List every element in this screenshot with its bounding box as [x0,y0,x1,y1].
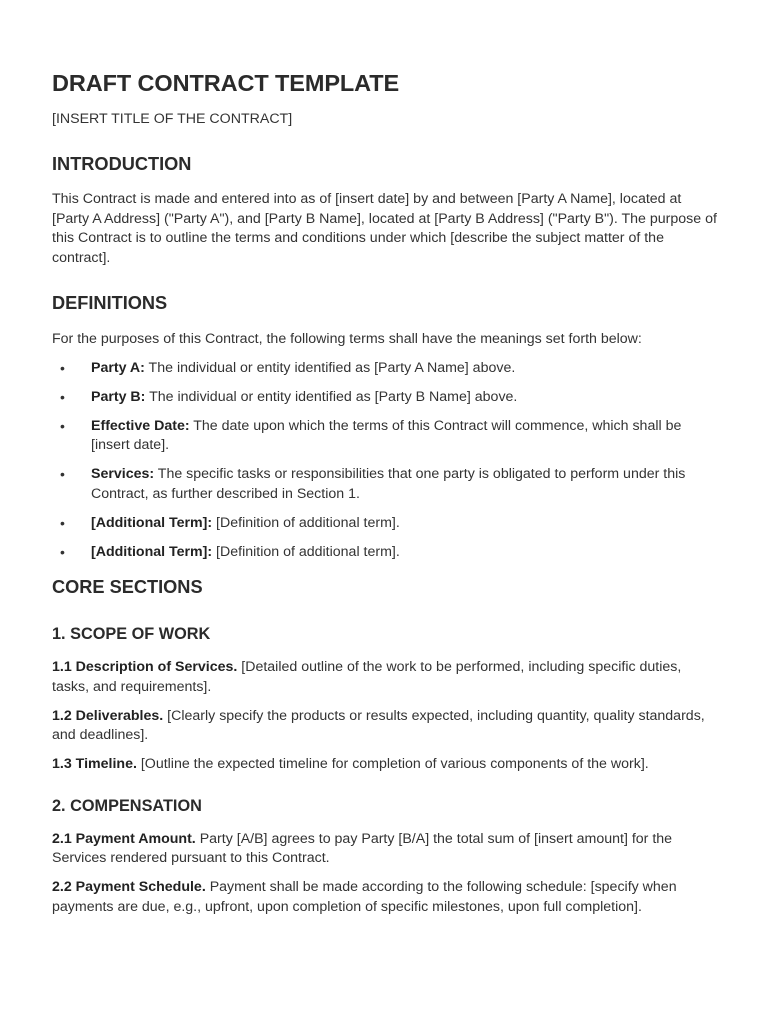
definition-term: Party A: [91,359,145,376]
clause-label: 1.1 Description of Services. [52,659,238,675]
bullet-icon: • [60,359,65,376]
definition-item [52,465,718,504]
introduction-heading: INTRODUCTION [52,154,192,174]
definition-term: Party B: [91,388,146,405]
introduction-text: This Contract is made and entered into as of [insert date] by and between [Party A Name], located at [Party A Address] ("Party A"), and [Party B Name], located at [Party B Address] ("Party B"). The purpose of this Contract is to outline the terms and conditions under which [describe the subject matter of the contract]. [52,191,717,266]
scope-of-work-heading: 1. SCOPE OF WORK [52,625,211,643]
clause-text: [Outline the expected timeline for completion of various components of the work]. [136,756,649,772]
document-page [52,70,718,917]
clause-2-2 [52,878,718,917]
document-subtitle: [INSERT TITLE OF THE CONTRACT] [52,111,293,127]
clause-1-2 [52,707,718,746]
definition-term: [Additional Term]: [91,543,213,560]
definition-text: [Definition of additional term]. [212,514,400,531]
definition-text: The date upon which the terms of this Contract will commence, which shall be [insert date]. [91,417,682,453]
clause-2-1 [52,830,718,869]
clause-text: Payment shall be made according to the following schedule: [specify when payments are due, e.g., upfront, upon completion of specific milestones, upon full completion]. [52,879,677,915]
definition-text: The individual or entity identified as [Party A Name] above. [144,359,516,376]
clause-label: 2.2 Payment Schedule. [52,879,206,895]
bullet-icon: • [60,466,65,482]
document-title: DRAFT CONTRACT TEMPLATE [52,70,400,96]
clause-text: [Clearly specify the products or results expected, including quantity, quality standards, and deadlines]. [52,707,705,743]
bullet-icon: • [60,514,65,531]
clause-text: [Detailed outline of the work to be performed, including specific duties, tasks, and requirements]. [52,659,682,695]
bullet-icon: • [60,417,65,434]
core-sections-heading: CORE SECTIONS [52,577,203,597]
definition-item [52,417,718,456]
definition-text: The individual or entity identified as [Party B Name] above. [145,388,518,405]
clause-text: Party [A/B] agrees to pay Party [B/A] the total sum of [insert amount] for the Services rendered pursuant to this Contract. [52,830,673,866]
compensation-heading: 2. COMPENSATION [52,796,202,815]
clause-1-1 [52,658,718,697]
bullet-icon: • [60,388,65,405]
definition-item [52,514,718,534]
definition-item [52,388,718,408]
bullet-icon: • [60,543,65,560]
definition-term: Effective Date: [91,417,190,434]
clause-label: 2.1 Payment Amount. [52,830,196,847]
definition-term: [Additional Term]: [91,514,213,531]
clause-label: 1.3 Timeline. [52,756,137,772]
definition-item [52,359,718,379]
definition-term: Services: [91,466,155,482]
definition-item [52,543,718,563]
definition-text: The specific tasks or responsibilities that one party is obligated to perform under this Contract, as further described in Section 1. [91,466,686,502]
definition-text: [Definition of additional term]. [212,543,400,560]
definitions-list [52,359,718,563]
definitions-intro: For the purposes of this Contract, the following terms shall have the meanings set forth below: [52,331,642,347]
clause-label: 1.2 Deliverables. [52,707,164,724]
definitions-heading: DEFINITIONS [52,293,168,313]
clause-1-3 [52,755,718,775]
